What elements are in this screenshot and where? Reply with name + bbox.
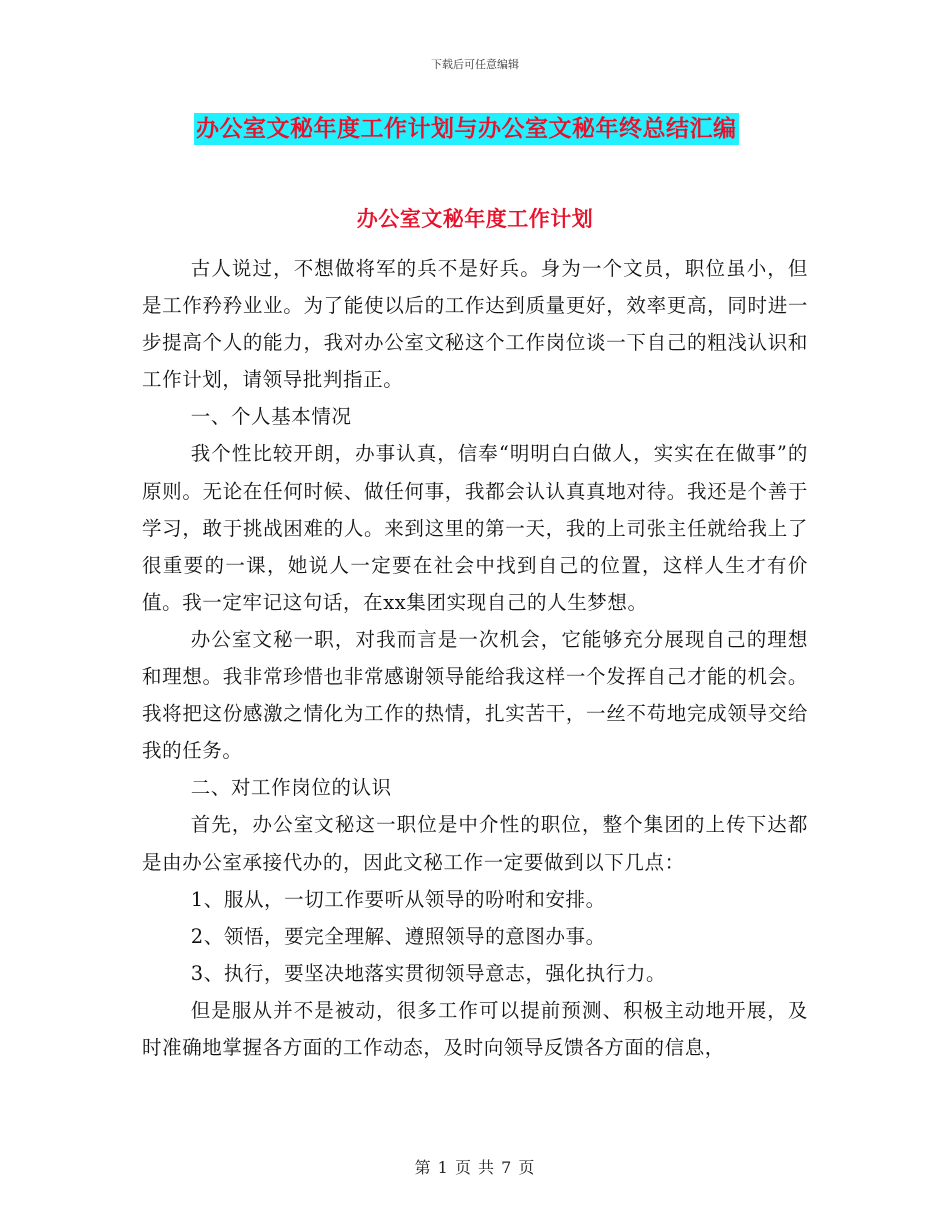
document-title: 办公室文秘年度工作计划与办公室文秘年终总结汇编 xyxy=(196,116,737,142)
paragraph: 首先，办公室文秘这一职位是中介性的职位，整个集团的上传下达都是由办公室承接代办的，因此文秘工作一定要做到以下几点： xyxy=(142,813,808,874)
paragraph-heading: 一、个人基本情况 xyxy=(190,405,352,429)
document-title-highlight xyxy=(194,113,739,145)
document-body xyxy=(142,250,808,1066)
page-footer: 第 1 页 共 7 页 xyxy=(414,1158,536,1177)
list-item: 3、执行，要坚决地落实贯彻领导意志，强化执行力。 xyxy=(190,961,667,985)
list-item: 1、服从，一切工作要听从领导的吩咐和安排。 xyxy=(190,887,606,911)
section-title: 办公室文秘年度工作计划 xyxy=(356,207,594,231)
paragraph: 我个性比较开朗，办事认真，信奉“明明白白做人，实实在在做事”的原则。无论在任何时候、做任何事，我都会认认真真地对待。我还是个善于学习，敢于挑战困难的人。来到这里的第一天，我的上司张主任就给我上了很重要的一课，她说人一定要在社会中找到自己的位置，这样人生才有价值。我一定牢记这句话，在xx集团实现自己的人生梦想。 xyxy=(142,442,808,614)
header-note: 下载后可任意编辑 xyxy=(431,58,519,71)
list-item: 2、领悟，要完全理解、遵照领导的意图办事。 xyxy=(190,924,606,948)
paragraph: 古人说过，不想做将军的兵不是好兵。身为一个文员，职位虽小，但是工作矜矜业业。为了能使以后的工作达到质量更好，效率更高，同时进一步提高个人的能力，我对办公室文秘这个工作岗位谈一下自己的粗浅认识和工作计划，请领导批判指正。 xyxy=(142,257,808,392)
paragraph: 但是服从并不是被动，很多工作可以提前预测、积极主动地开展，及时准确地掌握各方面的工作动态，及时向领导反馈各方面的信息， xyxy=(142,998,808,1059)
paragraph-heading: 二、对工作岗位的认识 xyxy=(190,776,392,800)
paragraph: 办公室文秘一职，对我而言是一次机会，它能够充分展现自己的理想和理想。我非常珍惜也非常感谢领导能给我这样一个发挥自己才能的机会。我将把这份感激之情化为工作的热情，扎实苦干，一丝不苟地完成领导交给我的任务。 xyxy=(142,627,808,763)
